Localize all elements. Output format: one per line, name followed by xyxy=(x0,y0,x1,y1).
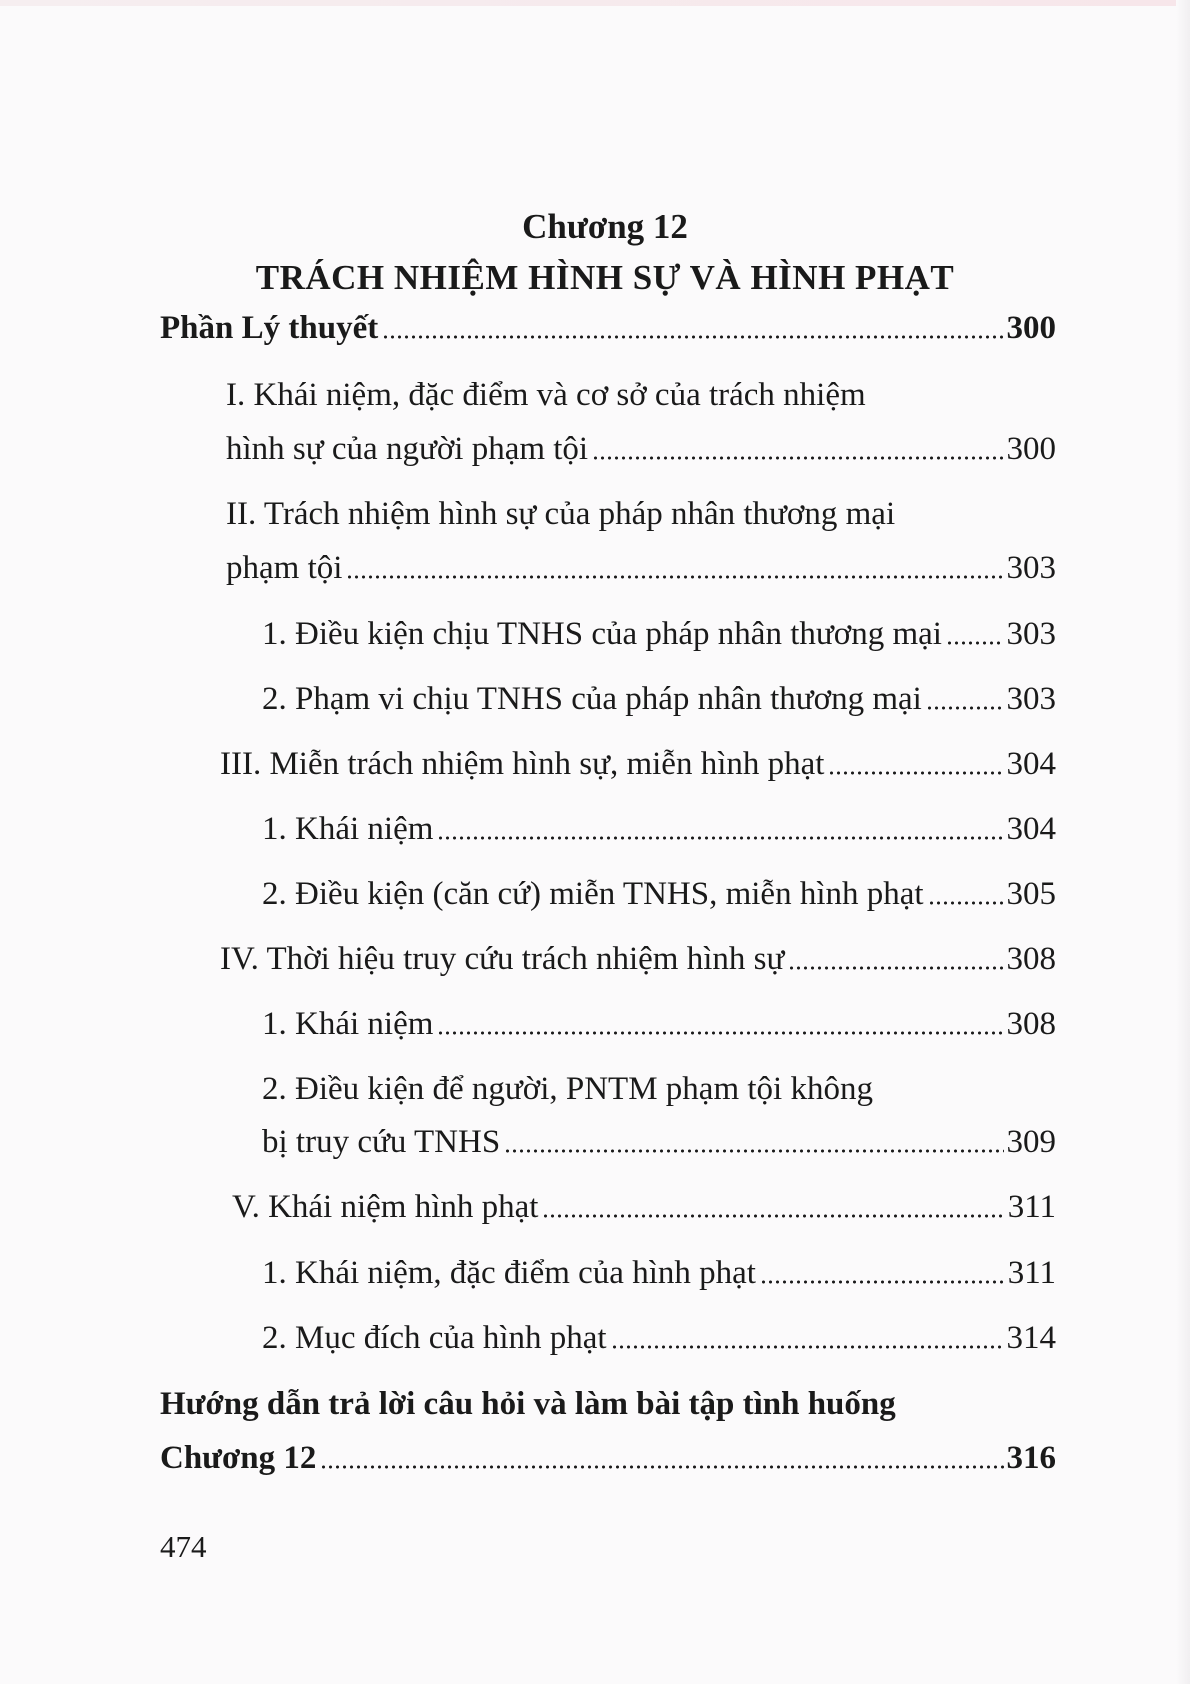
toc-entry-page: 305 xyxy=(1006,876,1056,912)
toc-entry-s1-line1: I. Khái niệm, đặc điểm và cơ sở của trách nhiệm xyxy=(226,377,866,413)
toc-entry-page: 311 xyxy=(1007,1189,1056,1225)
toc-entry-label: 2. Mục đích của hình phạt xyxy=(262,1320,607,1356)
toc-entry-label: 1. Khái niệm xyxy=(262,1006,434,1042)
toc-entry-label: 2. Phạm vi chịu TNHS của pháp nhân thương mại xyxy=(262,681,922,717)
toc-entry-page: 304 xyxy=(1006,746,1056,782)
toc-entry-theory[interactable] xyxy=(160,308,1056,348)
dot-leader xyxy=(611,1344,1004,1350)
toc-entry-label: IV. Thời hiệu truy cứu trách nhiệm hình sự xyxy=(220,941,785,977)
toc-entry-s4-2[interactable] xyxy=(262,1122,1056,1162)
chapter-number: Chương 12 xyxy=(522,207,688,246)
toc-entry-page: 314 xyxy=(1006,1320,1056,1356)
dot-leader xyxy=(382,334,1003,340)
dot-leader xyxy=(437,835,1003,841)
toc-entry-label: 2. Điều kiện (căn cứ) miễn TNHS, miễn hình phạt xyxy=(262,876,924,912)
toc-entry-page: 308 xyxy=(1006,1006,1056,1042)
dot-leader xyxy=(926,705,1004,711)
dot-leader xyxy=(788,965,1003,971)
toc-entry-s2-1[interactable] xyxy=(262,614,1056,654)
toc-entry-s1[interactable] xyxy=(226,429,1056,469)
dot-leader xyxy=(504,1148,1003,1154)
toc-entry-s3[interactable] xyxy=(220,744,1056,784)
dot-leader xyxy=(346,574,1003,580)
dot-leader xyxy=(320,1464,1003,1470)
toc-entry-guide-line1: Hướng dẫn trả lời câu hỏi và làm bài tập tình huống xyxy=(160,1386,896,1422)
dot-leader xyxy=(828,770,1003,776)
dot-leader xyxy=(542,1213,1004,1219)
toc-entry-page: 303 xyxy=(1006,681,1056,717)
toc-entry-s4-1[interactable] xyxy=(262,1004,1056,1044)
toc-entry-s4[interactable] xyxy=(220,939,1056,979)
dot-leader xyxy=(760,1279,1005,1285)
toc-entry-s3-1[interactable] xyxy=(262,809,1056,849)
page-number: 474 xyxy=(160,1529,207,1564)
toc-entry-page: 316 xyxy=(1006,1440,1056,1476)
toc-entry-s5-2[interactable] xyxy=(262,1318,1056,1358)
toc-entry-s5[interactable] xyxy=(232,1187,1056,1227)
toc-entry-s2-line1: II. Trách nhiệm hình sự của pháp nhân thương mại xyxy=(226,496,896,532)
toc-entry-label: V. Khái niệm hình phạt xyxy=(232,1189,539,1225)
toc-entry-label: 1. Khái niệm, đặc điểm của hình phạt xyxy=(262,1255,756,1291)
dot-leader xyxy=(928,900,1004,906)
chapter-title: TRÁCH NHIỆM HÌNH SỰ VÀ HÌNH PHẠT xyxy=(255,258,955,297)
toc-entry-label: III. Miễn trách nhiệm hình sự, miễn hình phạt xyxy=(220,746,825,782)
toc-entry-label: 1. Khái niệm xyxy=(262,811,434,847)
toc-entry-page: 303 xyxy=(1006,616,1056,652)
toc-entry-s5-1[interactable] xyxy=(262,1253,1056,1293)
toc-entry-label: phạm tội xyxy=(226,550,343,586)
toc-entry-page: 309 xyxy=(1006,1124,1056,1160)
dot-leader xyxy=(592,455,1003,461)
toc-entry-page: 303 xyxy=(1006,550,1056,586)
toc-entry-guide[interactable] xyxy=(160,1438,1056,1478)
toc-entry-label: Phần Lý thuyết xyxy=(160,310,379,346)
toc-entry-page: 300 xyxy=(1006,310,1056,346)
toc-entry-page: 304 xyxy=(1006,811,1056,847)
toc-entry-label: 1. Điều kiện chịu TNHS của pháp nhân thương mại xyxy=(262,616,942,652)
toc-entry-label: Chương 12 xyxy=(160,1440,317,1476)
toc-entry-s3-2[interactable] xyxy=(262,874,1056,914)
toc-entry-s2[interactable] xyxy=(226,548,1056,588)
toc-entry-page: 300 xyxy=(1006,431,1056,467)
toc-entry-label: hình sự của người phạm tội xyxy=(226,431,589,467)
toc-entry-s4-2-line1: 2. Điều kiện để người, PNTM phạm tội không xyxy=(262,1071,873,1107)
toc-entry-label: bị truy cứu TNHS xyxy=(262,1124,501,1160)
dot-leader xyxy=(437,1030,1003,1036)
dot-leader xyxy=(946,640,1004,646)
toc-entry-s2-2[interactable] xyxy=(262,679,1056,719)
toc-entry-page: 311 xyxy=(1007,1255,1056,1291)
toc-entry-page: 308 xyxy=(1006,941,1056,977)
